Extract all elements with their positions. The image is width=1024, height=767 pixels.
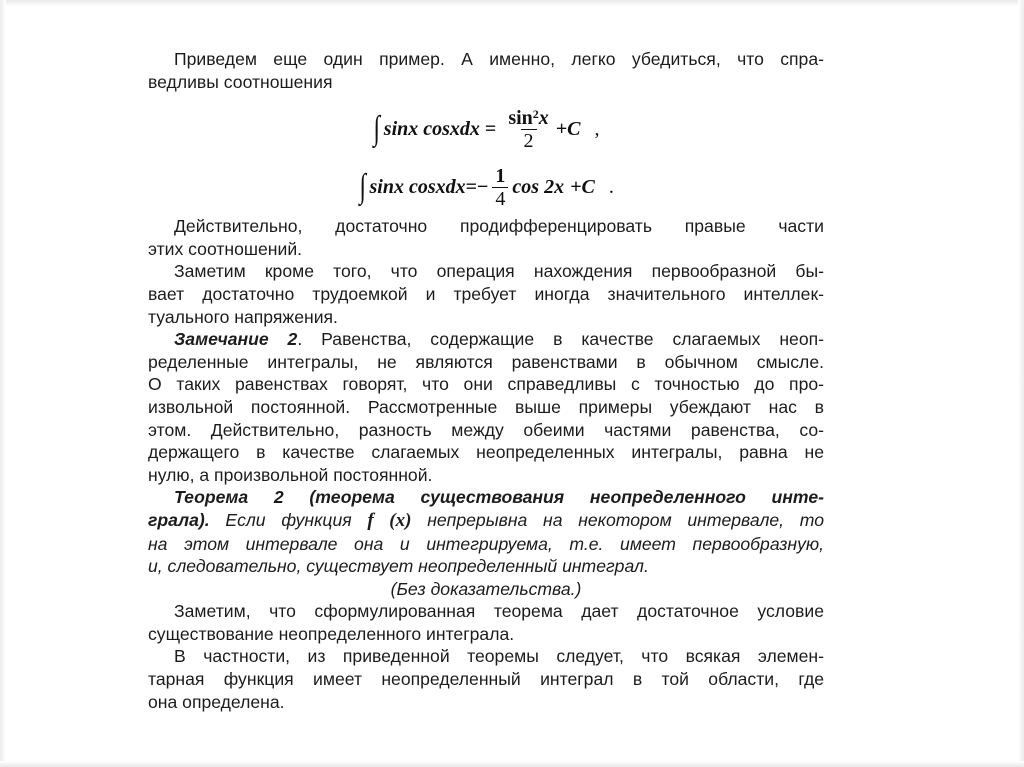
remark-2-line-5: этом. Действительно, разность между обеими частями равенства, со- (148, 419, 824, 440)
paragraph-example-line-2: ведливы соотношения (148, 71, 333, 92)
paragraph-note-line-3: туального напряжения. (148, 306, 338, 327)
eq1-numerator: $\sin^2x$ (508, 106, 549, 129)
slide-shadow-left (0, 0, 6, 767)
theorem-2-no-proof: (Без доказательства.) (390, 578, 582, 599)
eq2-constant: +C (570, 175, 595, 198)
function-f-of-x: f (x) (367, 509, 412, 531)
theorem-2-line-1 (148, 486, 824, 509)
eq1-constant: +C (555, 117, 581, 140)
remark-2-heading: Замечание 2 (174, 329, 298, 350)
paragraph-example-line-1: Приведем еще один пример. А именно, легко убедиться, что спра- (174, 49, 824, 69)
eq2-integrand: sinx cosxdx (369, 175, 466, 198)
paragraph-elementary-line-2: тарная функция имеет неопределенный интеграл в той области, где (148, 669, 824, 690)
theorem-2-line-2: грала). Если функция f (x) непрерывна на некотором интервале, то (148, 509, 825, 531)
eq2-punct: . (608, 175, 614, 198)
theorem-2-heading: Теорема 2 (теорема существования неопределенного инте- (174, 487, 824, 508)
eq2-denominator: 4 (492, 187, 508, 210)
theorem-2-line-4: и, следовательно, существует неопределенный интеграл. (148, 556, 649, 577)
integral-sign: ∫ (373, 110, 381, 148)
eq2-equals: =− (465, 175, 489, 198)
remark-2-line-6: держащего в качестве слагаемых неопределенных интегралы, равна не (148, 442, 824, 463)
eq2-numerator: 1 (495, 164, 506, 187)
integral-sign: ∫ (359, 168, 367, 206)
eq2-fraction (492, 165, 508, 210)
document-text (148, 48, 824, 713)
paragraph-note-line-2: вает достаточно трудоемкой и требует иногда значительного интеллек- (148, 283, 824, 304)
paragraph-elementary-line-1: В частности, из приведенной теоремы следует, что всякая элемен- (174, 646, 824, 667)
paragraph-sufficient-line-2: существование неопределенного интеграла. (148, 623, 515, 644)
theorem-2-line-3: на этом интервале она и интегрируема, т.е. имеет первообразную, (148, 533, 824, 554)
equation-1: ∫ sinx cosxdx = $\frac{\sin^2x}{2}$ +C , (373, 106, 600, 152)
paragraph-differentiate-line-1: Действительно, достаточно продифференцировать правые части (174, 216, 824, 237)
remark-2-line-2: ределенные интегралы, не являются равенствами в обычном смысле. (148, 351, 824, 372)
remark-2-line-3: О таких равенствах говорят, что они справедливы с точностью до про- (148, 374, 824, 395)
eq1-denominator: 2 (521, 129, 537, 152)
paragraph-elementary-line-3: она определена. (148, 691, 285, 712)
paragraph-differentiate-line-2: этих соотношений. (148, 238, 303, 259)
equation-2 (148, 159, 824, 215)
remark-2-line-1: Замечание 2. Равенства, содержащие в качестве слагаемых неоп- (174, 329, 824, 350)
paragraph-note-line-1: Заметим кроме того, что операция нахождения первообразной бы- (174, 261, 824, 282)
slide-shadow-bottom (0, 761, 1024, 767)
slide-shadow-top (0, 0, 1024, 6)
slide-shadow-right (1018, 0, 1024, 767)
eq1-integrand: sinx cosxdx (383, 117, 480, 140)
paragraph-sufficient-line-1: Заметим, что сформулированная теорема дает достаточное условие (174, 601, 824, 622)
remark-2-line-7: нулю, а произвольной постоянной. (148, 464, 433, 485)
eq1-punct: , (594, 117, 600, 140)
eq2-cos-term: cos 2x (512, 175, 565, 198)
eq1-fraction (505, 107, 551, 152)
remark-2-line-4: извольной постоянной. Рассмотренные выше примеры убеждают нас в (148, 396, 824, 417)
